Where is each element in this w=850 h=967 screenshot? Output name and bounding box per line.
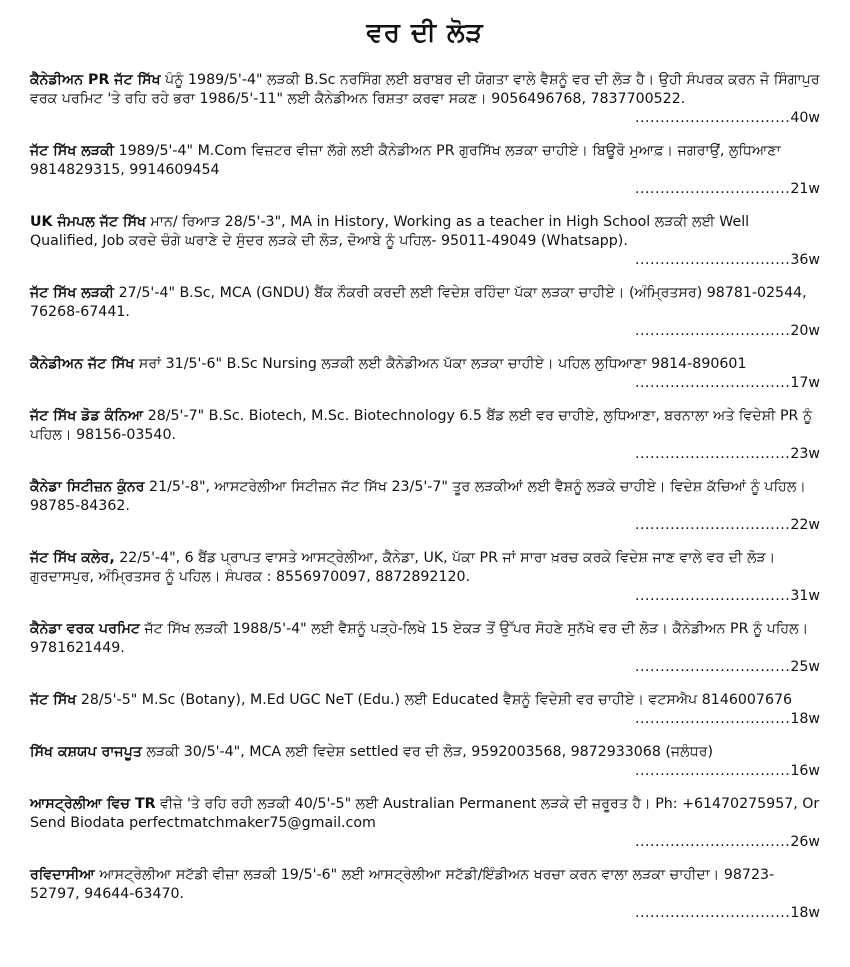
- ad-reference: [30, 251, 820, 270]
- classified-ad: [30, 620, 820, 677]
- ad-code: 40w: [790, 110, 820, 126]
- ad-dot-leader: ...............................: [635, 905, 791, 921]
- ad-body: [30, 71, 820, 109]
- classified-ad: [30, 407, 820, 464]
- ad-code: 18w: [790, 711, 820, 727]
- ad-dot-leader: ...............................: [635, 763, 791, 779]
- ad-body: [30, 866, 820, 904]
- ad-text: ਸਰਾਂ 31/5'-6" B.Sc Nursing ਲੜਕੀ ਲਈ ਕੈਨੇਡੀਅਨ ਪੱਕਾ ਲੜਕਾ ਚਾਹੀਏ। ਪਹਿਲ ਲੁਧਿਆਣਾ 9814-890601: [134, 356, 747, 372]
- ad-lead: ਕੈਨੇਡੀਅਨ PR ਜੱਟ ਸਿੱਖ: [30, 72, 161, 88]
- ad-reference: [30, 516, 820, 535]
- ad-reference: [30, 762, 820, 781]
- ad-lead: ਜੱਟ ਸਿੱਖ ਲੜਕੀ: [30, 143, 115, 159]
- ad-text: ਮਾਨ/ ਰਿਆੜ 28/5'-3", MA in History, Working as a teacher in High School ਲੜਕੀ ਲਈ Well Qualified, Job ਕਰਦੇ ਚੰਗੇ ਘਰਾਣੇ ਦੇ ਸੁੰਦਰ ਲੜਕੇ ਦੀ ਲੋੜ, ਦੋਆਬੇ ਨੂੰ ਪਹਿਲ- 95011-49049 (Whatsapp).: [30, 214, 750, 249]
- ad-reference: [30, 833, 820, 852]
- ad-text: 1989/5'-4" M.Com ਵਿਜ਼ਟਰ ਵੀਜ਼ਾ ਲੱਗੇ ਲਈ ਕੈਨੇਡੀਅਨ PR ਗੁਰਸਿੱਖ ਲੜਕਾ ਚਾਹੀਏ। ਬਿਊਰੋ ਮੁਆਫ਼। ਜਗਰਾਉਂ, ਲੁਧਿਆਣਾ 9814829315, 9914609454: [30, 143, 781, 178]
- ad-body: [30, 478, 820, 516]
- ad-text: ਜੱਟ ਸਿੱਖ ਲੜਕੀ 1988/5'-4" ਲਈ ਵੈਸ਼ਨੂੰ ਪੜ੍ਹੇ-ਲਿਖੇ 15 ਏਕੜ ਤੋਂ ਉੱਪਰ ਸੋਹਣੇ ਸੁਨੱਖੇ ਵਰ ਦੀ ਲੋੜ। ਕੈਨੇਡੀਅਨ PR ਨੂੰ ਪਹਿਲ। 9781621449.: [30, 621, 809, 656]
- ad-dot-leader: ...............................: [635, 110, 791, 126]
- ad-dot-leader: ...............................: [635, 181, 791, 197]
- ad-text: 28/5'-7" B.Sc. Biotech, M.Sc. Biotechnology 6.5 ਬੈਂਡ ਲਈ ਵਰ ਚਾਹੀਏ, ਲੁਧਿਆਣਾ, ਬਰਨਾਲਾ ਅਤੇ ਵਿਦੇਸ਼ੀ PR ਨੂੰ ਪਹਿਲ। 98156-03540.: [30, 408, 813, 443]
- ad-reference: [30, 445, 820, 464]
- ad-dot-leader: ...............................: [635, 517, 791, 533]
- ad-code: 21w: [790, 181, 820, 197]
- ad-text: ਆਸਟ੍ਰੇਲੀਆ ਸਟੱਡੀ ਵੀਜ਼ਾ ਲੜਕੀ 19/5'-6" ਲਈ ਆਸਟ੍ਰੇਲੀਆ ਸਟੱਡੀ/ਇੰਡੀਅਨ ਖਰਚਾ ਕਰਨ ਵਾਲਾ ਲੜਕਾ ਚਾਹੀਦਾ। 98723-52797, 94644-63470.: [30, 867, 775, 902]
- ad-dot-leader: ...............................: [635, 446, 791, 462]
- ad-body: [30, 691, 820, 710]
- ad-body: [30, 549, 820, 587]
- ad-code: 25w: [790, 659, 820, 675]
- ad-body: [30, 743, 820, 762]
- ad-code: 17w: [790, 375, 820, 391]
- ad-lead: ਕੈਨੇਡਾ ਵਰਕ ਪਰਮਿਟ: [30, 621, 141, 637]
- ad-lead: ਜੱਟ ਸਿੱਖ ਕਲੇਰ,: [30, 550, 115, 566]
- ad-text: 22/5'-4", 6 ਬੈਂਡ ਪ੍ਰਾਪਤ ਵਾਸਤੇ ਆਸਟ੍ਰੇਲੀਆ, ਕੈਨੇਡਾ, UK, ਪੱਕਾ PR ਜਾਂ ਸਾਰਾ ਖ਼ਰਚ ਕਰਕੇ ਵਿਦੇਸ਼ ਜਾਣ ਵਾਲੇ ਵਰ ਦੀ ਲੋੜ। ਗੁਰਦਾਸਪੁਰ, ਅੰਮ੍ਰਿਤਸਰ ਨੂੰ ਪਹਿਲ। ਸੰਪਰਕ : 8556970097, 8872892120.: [30, 550, 776, 585]
- ad-dot-leader: ...............................: [635, 659, 791, 675]
- classified-ad: [30, 71, 820, 128]
- ad-lead: ਜੱਟ ਸਿੱਖ ਲੜਕੀ: [30, 285, 115, 301]
- classified-ad: [30, 213, 820, 270]
- page-title: ਵਰ ਦੀ ਲੋੜ: [366, 18, 484, 48]
- ad-reference: [30, 180, 820, 199]
- ad-body: [30, 213, 820, 251]
- classified-ad: [30, 866, 820, 923]
- ad-dot-leader: ...............................: [635, 323, 791, 339]
- classified-ad: [30, 743, 820, 781]
- ad-reference: [30, 109, 820, 128]
- ad-code: 26w: [790, 834, 820, 850]
- ad-text: ਪੰਨੂੰ 1989/5'-4" ਲੜਕੀ B.Sc ਨਰਸਿੰਗ ਲਈ ਬਰਾਬਰ ਦੀ ਯੋਗਤਾ ਵਾਲੇ ਵੈਸ਼ਨੂੰ ਵਰ ਦੀ ਲੋੜ ਹੈ। ਉਹੀ ਸੰਪਰਕ ਕਰਨ ਜੋ ਸਿੰਗਾਪੁਰ ਵਰਕ ਪਰਮਿਟ 'ਤੇ ਰਹਿ ਰਹੇ ਭਰਾ 1986/5'-11" ਲਈ ਕੈਨੇਡੀਅਨ ਰਿਸ਼ਤਾ ਕਰਵਾ ਸਕਣ। 9056496768, 7837700522.: [30, 72, 820, 107]
- ad-body: [30, 407, 820, 445]
- ad-reference: [30, 710, 820, 729]
- ad-code: 16w: [790, 763, 820, 779]
- classified-ad: [30, 355, 820, 393]
- ad-reference: [30, 904, 820, 923]
- classified-ad: [30, 549, 820, 606]
- ad-lead: UK ਜੰਮਪਲ ਜੱਟ ਸਿੱਖ: [30, 214, 147, 230]
- ad-dot-leader: ...............................: [635, 711, 791, 727]
- classified-ad: [30, 478, 820, 535]
- ad-list: [30, 71, 820, 923]
- classified-ad: [30, 795, 820, 852]
- ad-lead: ਕੈਨੇਡਾ ਸਿਟੀਜ਼ਨ ਕੁੰਨਰ: [30, 479, 145, 495]
- ad-body: [30, 355, 820, 374]
- ad-text: ਲੜਕੀ 30/5'-4", MCA ਲਈ ਵਿਦੇਸ਼ settled ਵਰ ਦੀ ਲੋੜ, 9592003568, 9872933068 (ਜਲੰਧਰ): [141, 744, 714, 760]
- ad-code: 18w: [790, 905, 820, 921]
- ad-lead: ਸਿੱਖ ਕਸ਼ਯਪ ਰਾਜਪੂਤ: [30, 744, 142, 760]
- ad-text: 27/5'-4" B.Sc, MCA (GNDU) ਬੈਂਕ ਨੌਕਰੀ ਕਰਦੀ ਲਈ ਵਿਦੇਸ਼ ਰਹਿੰਦਾ ਪੱਕਾ ਲੜਕਾ ਚਾਹੀਏ। (ਅੰਮ੍ਰਿਤਸਰ) 98781-02544, 76268-67441.: [30, 285, 807, 320]
- ad-body: [30, 620, 820, 658]
- classified-ad: [30, 142, 820, 199]
- ad-lead: ਆਸਟ੍ਰੇਲੀਆ ਵਿਚ TR: [30, 796, 156, 812]
- ad-dot-leader: ...............................: [635, 834, 791, 850]
- ad-code: 20w: [790, 323, 820, 339]
- ad-code: 31w: [790, 588, 820, 604]
- ad-body: [30, 142, 820, 180]
- ad-body: [30, 284, 820, 322]
- ad-text: 28/5'-5" M.Sc (Botany), M.Ed UGC NeT (Edu.) ਲਈ Educated ਵੈਸ਼ਨੂੰ ਵਿਦੇਸ਼ੀ ਵਰ ਚਾਹੀਏ। ਵਟਸਐਪ 8146007676: [76, 692, 793, 708]
- ad-lead: ਰਵਿਦਾਸੀਆ: [30, 867, 95, 883]
- ad-code: 23w: [790, 446, 820, 462]
- ad-code: 36w: [790, 252, 820, 268]
- classified-ad: [30, 284, 820, 341]
- ad-dot-leader: ...............................: [635, 252, 791, 268]
- ad-reference: [30, 658, 820, 677]
- ad-lead: ਜੱਟ ਸਿੱਖ ਡੋਡ ਕੰਨਿਆ: [30, 408, 144, 424]
- ad-text: ਵੀਜ਼ੇ 'ਤੇ ਰਹਿ ਰਹੀ ਲੜਕੀ 40/5'-5" ਲਈ Australian Permanent ਲੜਕੇ ਦੀ ਜ਼ਰੂਰਤ ਹੈ। Ph: +61470275957, Or Send Biodata perfectmatchmaker75@gmail.com: [30, 796, 820, 831]
- ad-lead: ਕੈਨੇਡੀਅਨ ਜੱਟ ਸਿੱਖ: [30, 356, 135, 372]
- ad-reference: [30, 587, 820, 606]
- ad-text: 21/5'-8", ਆਸਟਰੇਲੀਆ ਸਿਟੀਜ਼ਨ ਜੱਟ ਸਿੱਖ 23/5'-7" ਤੂਰ ਲੜਕੀਆਂ ਲਈ ਵੈਸ਼ਨੂੰ ਲੜਕੇ ਚਾਹੀਏ। ਵਿਦੇਸ਼ ਕੱਚਿਆਂ ਨੂੰ ਪਹਿਲ। 98785-84362.: [30, 479, 806, 514]
- ad-dot-leader: ...............................: [635, 588, 791, 604]
- ad-body: [30, 795, 820, 833]
- ad-dot-leader: ...............................: [635, 375, 791, 391]
- classified-ad: [30, 691, 820, 729]
- ad-reference: [30, 374, 820, 393]
- ad-reference: [30, 322, 820, 341]
- ad-lead: ਜੱਟ ਸਿੱਖ: [30, 692, 77, 708]
- ad-code: 22w: [790, 517, 820, 533]
